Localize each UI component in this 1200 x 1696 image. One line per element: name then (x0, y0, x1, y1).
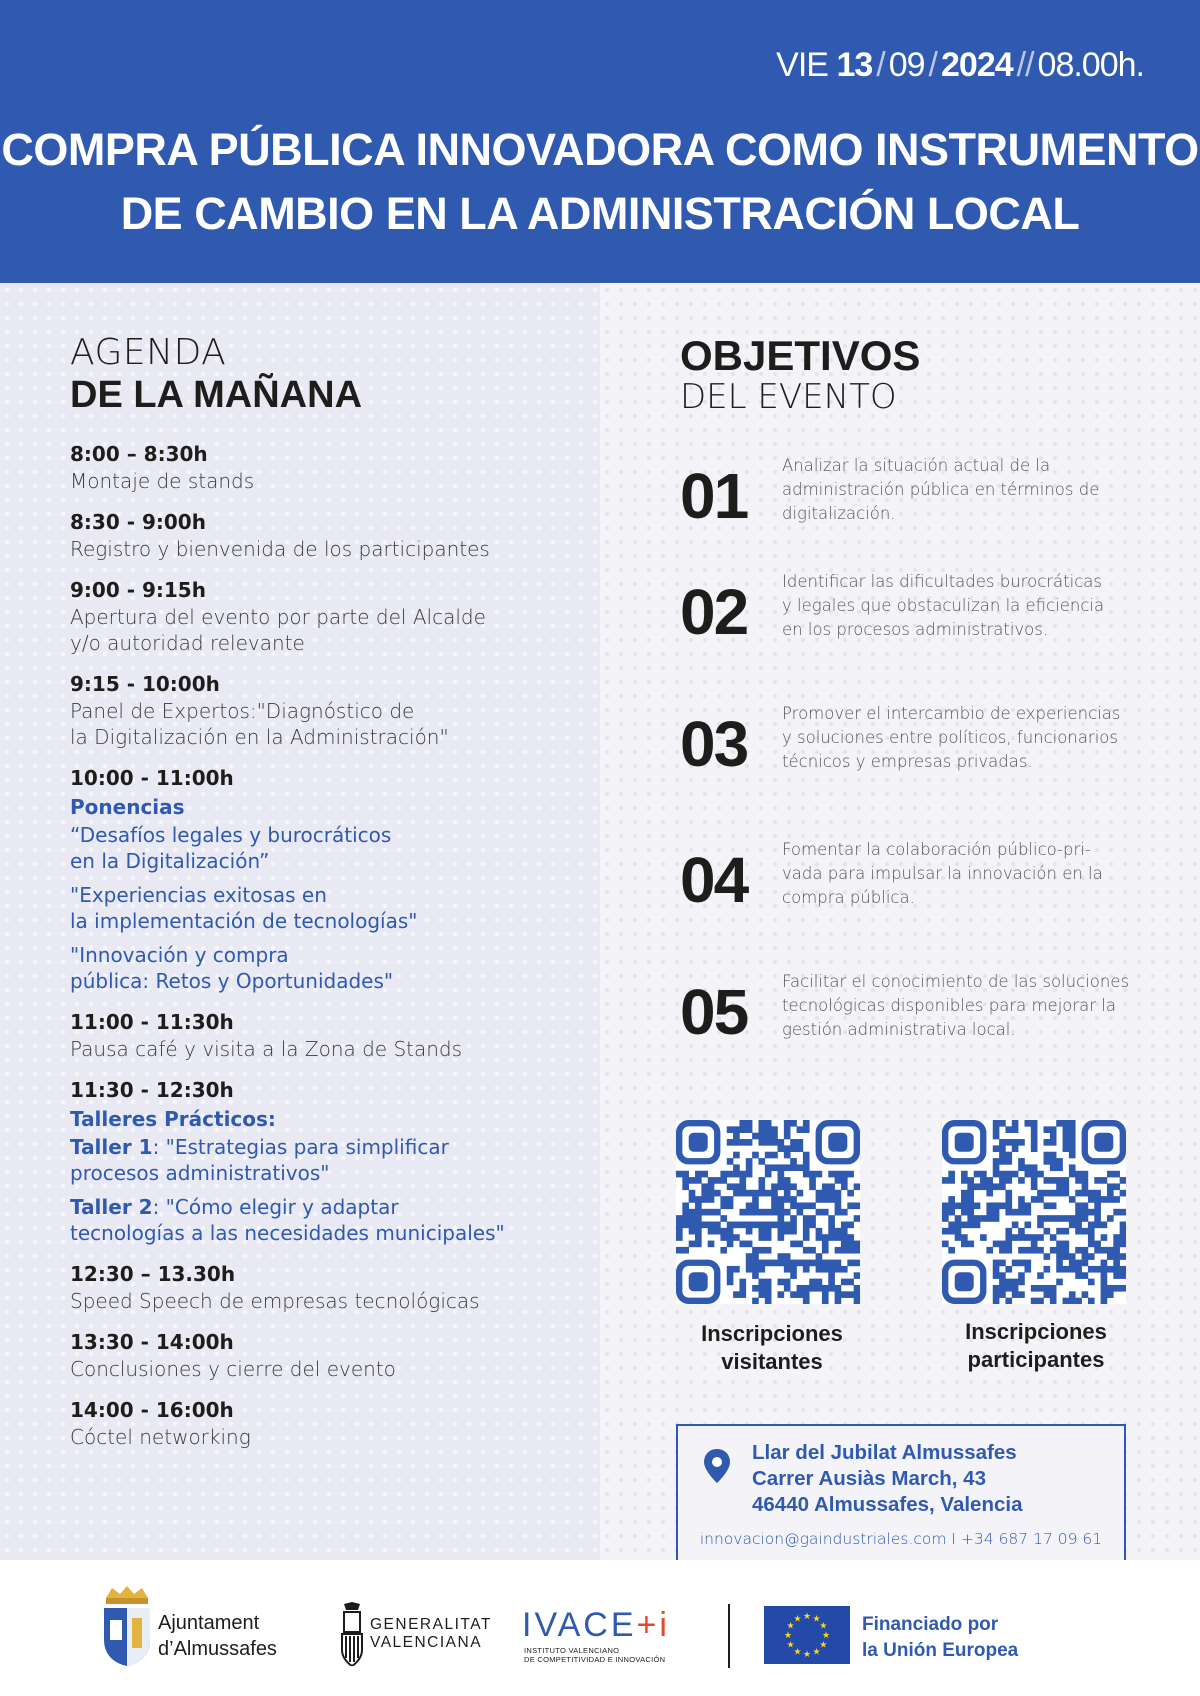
agenda-slot (70, 764, 570, 994)
taller-item (70, 1134, 570, 1186)
date-month: 09 (888, 46, 925, 84)
slot-time: 9:15 - 10:00h (70, 672, 220, 696)
generalitat-line: VALENCIANA (370, 1634, 483, 1651)
qr-label-line: visitantes (721, 1349, 823, 1374)
agenda-heading (70, 333, 362, 417)
talk-title (70, 882, 570, 934)
eu-star-icon: ★ (802, 1612, 812, 1622)
objective-number: 01 (680, 460, 748, 532)
objective-text (782, 838, 1142, 910)
qr-code-pattern (942, 1120, 1126, 1304)
qr-code-pattern (676, 1120, 860, 1304)
slot-time: 8:30 - 9:00h (70, 510, 206, 534)
slot-time: 10:00 - 11:00h (70, 766, 234, 790)
objective-line: Promover el intercambio de experiencias (782, 704, 1121, 723)
objective-item (680, 454, 1140, 544)
talk-line: la implementación de tecnologías" (70, 909, 418, 933)
qr-label-line: Inscripciones (965, 1319, 1107, 1344)
objectives-heading-line1: OBJETIVOS (680, 332, 921, 379)
slot-description: la Digitalización en la Administración" (70, 725, 449, 749)
talk-line: "Experiencias exitosas en (70, 883, 327, 907)
objective-item (680, 970, 1140, 1060)
eu-star-icon: ★ (793, 1614, 802, 1625)
eu-flag (764, 1606, 850, 1664)
slot-description: Montaje de stands (70, 469, 255, 493)
address-line: Llar del Jubilat Almussafes (752, 1441, 1017, 1464)
footer-logos (0, 1560, 1200, 1696)
objective-text (782, 570, 1142, 642)
objective-line: Analizar la situación actual de la (782, 456, 1051, 475)
talk-line: “Desafíos legales y burocráticos (70, 823, 392, 847)
agenda-slot (70, 508, 570, 562)
slot-description: Conclusiones y cierre del evento (70, 1357, 396, 1381)
objective-line: digitalización. (782, 504, 896, 523)
objective-item (680, 702, 1140, 792)
qr-label-line: participantes (967, 1347, 1105, 1372)
objective-number: 03 (680, 708, 748, 780)
agenda-slot (70, 1328, 570, 1382)
objective-line: Identificar las dificultades burocráticas (782, 572, 1103, 591)
eu-star-icon: ★ (786, 1640, 795, 1651)
date-year: 2024 (941, 46, 1013, 84)
eu-line: Financiado por (862, 1614, 999, 1635)
slot-time: 9:00 - 9:15h (70, 578, 206, 602)
agenda-slot (70, 1008, 570, 1062)
agenda-heading-line2: DE LA MAÑANA (70, 374, 363, 416)
ivace-sub-line: DE COMPETITIVIDAD E INNOVACIÓN (524, 1655, 666, 1664)
event-title-line2: DE CAMBIO EN LA ADMINISTRACIÓN LOCAL (120, 188, 1080, 239)
talleres-title: Talleres Prácticos: (70, 1107, 276, 1131)
date-weekday: VIE (776, 46, 828, 84)
objective-line: y soluciones entre políticos, funcionarios (782, 728, 1118, 747)
eu-star-icon: ★ (821, 1631, 831, 1641)
agenda-slot (70, 1076, 570, 1246)
slot-time: 8:00 – 8:30h (70, 442, 208, 466)
slot-description: Apertura del evento por parte del Alcalde (70, 605, 486, 629)
slot-description: Speed Speech de empresas tecnológicas (70, 1289, 480, 1313)
talk-title (70, 822, 570, 874)
objective-number: 05 (680, 976, 748, 1048)
date-time: 08.00h. (1037, 46, 1144, 84)
objective-line: técnicos y empresas privadas. (782, 752, 1033, 771)
slot-description: Panel de Expertos:"Diagnóstico de (70, 699, 415, 723)
talk-line: pública: Retos y Oportunidades" (70, 969, 394, 993)
slot-description: y/o autoridad relevante (70, 631, 305, 655)
qr-label-line: Inscripciones (701, 1321, 843, 1346)
taller-line: : "Cómo elegir y adaptar (152, 1195, 399, 1219)
objectives-heading (680, 333, 920, 415)
slot-description: Cóctel networking (70, 1425, 251, 1449)
event-date: VIE 13 / 09 / 2024 // 08.00h. (776, 46, 1144, 84)
talk-title (70, 942, 570, 994)
objective-line: compra pública. (782, 888, 915, 907)
objective-number: 04 (680, 844, 748, 916)
objective-item (680, 570, 1140, 660)
objective-line: en los procesos administrativos. (782, 620, 1049, 639)
generalitat-name (370, 1616, 492, 1652)
event-title-line1: COMPRA PÚBLICA INNOVADORA COMO INSTRUMENTO (1, 124, 1199, 175)
objective-text (782, 454, 1142, 526)
taller-label: Taller 2 (70, 1195, 153, 1219)
objective-line: y legales que obstaculizan la eficiencia (782, 596, 1105, 615)
agenda-list (70, 440, 570, 1464)
agenda-heading-line1: AGENDA (70, 332, 227, 373)
ivace-wordmark: IVACE (522, 1606, 637, 1644)
agenda-slot (70, 440, 570, 494)
qr-code-participants[interactable] (942, 1120, 1126, 1304)
ajuntament-line: Ajuntament (158, 1612, 260, 1634)
eu-line: la Unión Europea (862, 1640, 1019, 1661)
event-title (0, 118, 1200, 246)
eu-star-icon: ★ (819, 1640, 828, 1651)
agenda-slot (70, 576, 570, 656)
contact-separator: I (946, 1530, 961, 1548)
ajuntament-line: d’Almussafes (158, 1638, 277, 1660)
slot-time: 11:00 - 11:30h (70, 1010, 234, 1034)
slot-time: 13:30 - 14:00h (70, 1330, 234, 1354)
header-banner (0, 0, 1200, 283)
slot-description: Pausa café y visita a la Zona de Stands (70, 1037, 463, 1061)
objective-number: 02 (680, 576, 748, 648)
ivace-logo (522, 1608, 670, 1642)
address-line: 46440 Almussafes, Valencia (752, 1493, 1023, 1516)
contact-email[interactable]: innovacion@gaindustriales.com (699, 1530, 947, 1548)
slot-description: Registro y bienvenida de los participantes (70, 537, 490, 561)
objective-line: gestión administrativa local. (782, 1020, 1016, 1039)
ivace-sub-line: INSTITUTO VALENCIANO (524, 1646, 620, 1655)
slot-time: 12:30 – 13.30h (70, 1262, 236, 1286)
objectives-heading-line2: DEL EVENTO (680, 377, 897, 417)
qr-code-visitors[interactable] (676, 1120, 860, 1304)
taller-item (70, 1194, 570, 1246)
objective-line: tecnológicas disponibles para mejorar la (782, 996, 1116, 1015)
slot-time: 11:30 - 12:30h (70, 1078, 234, 1102)
taller-line: : "Estrategias para simplificar (152, 1135, 449, 1159)
eu-star-icon: ★ (786, 1621, 795, 1632)
agenda-slot (70, 1260, 570, 1314)
footer-divider (728, 1604, 730, 1668)
qr-label-visitors (672, 1320, 872, 1376)
agenda-slot (70, 670, 570, 750)
ivace-subtitle (524, 1646, 665, 1664)
address (752, 1440, 1022, 1518)
generalitat-line: GENERALITAT (370, 1616, 492, 1633)
agenda-slot (70, 1396, 570, 1450)
taller-line: procesos administrativos" (70, 1161, 330, 1185)
eu-star-icon: ★ (783, 1631, 793, 1641)
objective-item (680, 838, 1140, 928)
objective-text (782, 970, 1142, 1042)
location-pin-icon (702, 1448, 732, 1484)
qr-label-participants (936, 1318, 1136, 1374)
ajuntament-coat-of-arms (98, 1584, 156, 1668)
eu-star-icon: ★ (819, 1621, 828, 1632)
objective-line: Facilitar el conocimiento de las soluciones (782, 972, 1130, 991)
talk-line: en la Digitalización” (70, 849, 270, 873)
contact-line (678, 1530, 1124, 1548)
taller-line: tecnologías a las necesidades municipales" (70, 1221, 505, 1245)
eu-funding-text (862, 1612, 1018, 1664)
ivace-plus: +i (636, 1606, 670, 1644)
address-line: Carrer Ausiàs March, 43 (752, 1467, 986, 1490)
location-box (676, 1424, 1126, 1562)
contact-phone[interactable]: +34 687 17 09 61 (960, 1530, 1103, 1548)
talk-line: "Innovación y compra (70, 943, 289, 967)
date-day: 13 (836, 46, 873, 84)
ponencias-title: Ponencias (70, 795, 185, 819)
objective-line: Fomentar la colaboración público-pri- (782, 840, 1091, 859)
taller-label: Taller 1 (70, 1135, 153, 1159)
objective-line: administración pública en términos de (782, 480, 1100, 499)
eu-star-icon: ★ (793, 1647, 802, 1658)
eu-star-icon: ★ (802, 1650, 812, 1660)
objective-text (782, 702, 1142, 774)
slot-time: 14:00 - 16:00h (70, 1398, 234, 1422)
generalitat-logo (338, 1602, 366, 1666)
ajuntament-name (158, 1610, 277, 1662)
eu-star-icon: ★ (812, 1614, 821, 1625)
objective-line: vada para impulsar la innovación en la (782, 864, 1103, 883)
eu-star-icon: ★ (812, 1647, 821, 1658)
